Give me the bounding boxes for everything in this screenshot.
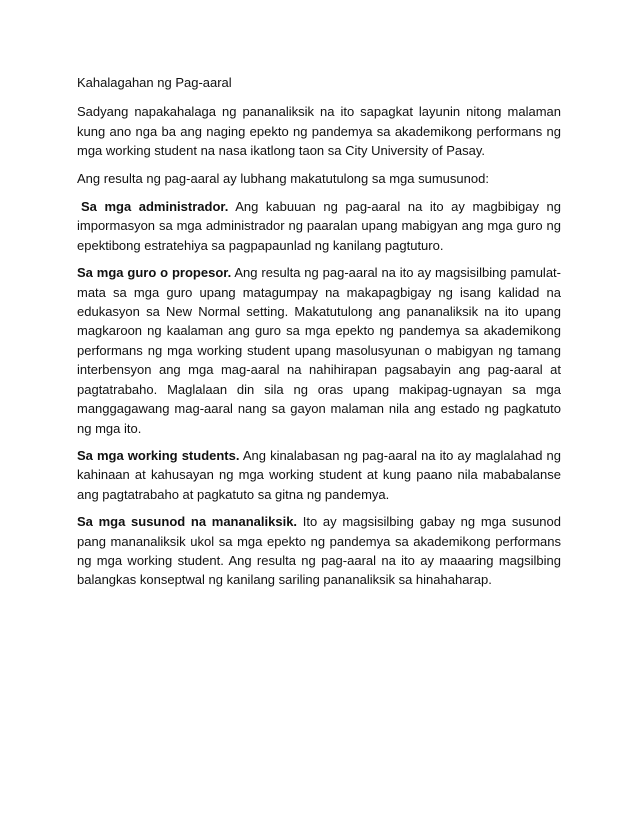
section-heading: Sa mga susunod na mananaliksik. [77,514,298,530]
section-administrators [77,197,561,255]
intro-paragraph: Sadyang napakahalaga ng pananaliksik na ito sapagkat layunin nitong malaman kung ano nga ba ang naging epekto ng pandemya sa akademikong performans ng mga working student na nasa ikatlong taon sa City University of Pasay. [77,104,561,159]
section-body: Ang resulta ng pag-aaral na ito ay magsisilbing pamulat-mata sa mga guro upang matagumpay na makapagbigay ng isang kalidad na edukasyon sa New Normal setting. Makatutulong ang pananaliksik na ito upang magkaroon ng kaalaman ang guro sa mga epekto ng pandemya sa akademikong performans ng mga working student upang masolusyunan o mabigyan ng tamang interbensyon ang mga mag-aaral na nahihirapan pagsabayin ang pag-aaral at pagtatrabaho. Maglalaan din sila ng oras upang makipag-ugnayan sa mga manggagawang mag-aaral nang sa gayon malaman nila ang estado ng pagkatuto ng mga ito. [77,265,561,436]
section-body: Ang kinalabasan ng pag-aaral na ito ay maglalahad ng kahinaan at kahusayan ng mga working student at kung paano nila mababalanse ang pagtatrabaho at pagkatuto sa gitna ng pandemya. [77,447,561,502]
section-heading: Sa mga administrador. [81,199,229,215]
section-body: Ito ay magsisilbing gabay ng mga susunod pang mananaliksik ukol sa mga epekto ng pandemya sa akademikong performans ng mga working student. Ang resulta ng pag-aaral na ito ay maaaring magsilbing balangkas konseptwal ng kanilang sariling pananaliksik sa hinahaharap. [77,514,561,588]
section-heading: Sa mga guro o propesor. [77,265,232,281]
section-future-researchers [77,512,561,590]
document-title: Kahalagahan ng Pag-aaral [77,75,232,90]
section-heading: Sa mga working students. [77,447,240,463]
document-body [77,73,561,598]
lead-in-paragraph: Ang resulta ng pag-aaral ay lubhang makatutulong sa mga sumusunod: [77,170,489,186]
section-body: Ang kabuuan ng pag-aaral na ito ay magbibigay ng impormasyon sa mga administrador ng paaralan upang mabigyan ang mga guro ng epektibong estratehiya sa pagpapaunlad ng kanilang pagtuturo. [77,199,561,253]
section-working-students [77,446,561,504]
section-teachers [77,263,561,438]
